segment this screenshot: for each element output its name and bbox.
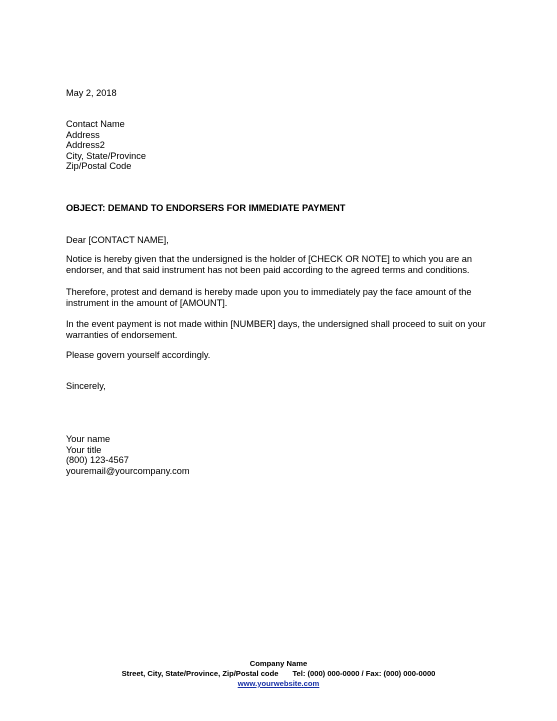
- date-text: May 2, 2018: [66, 88, 117, 98]
- signer-email: youremail@yourcompany.com: [66, 465, 190, 476]
- signer-phone: (800) 123-4567: [66, 455, 129, 466]
- subject-line: [66, 203, 506, 214]
- subject-text: OBJECT: DEMAND TO ENDORSERS FOR IMMEDIATE PAYMENT: [66, 203, 346, 213]
- closing-text: Sincerely,: [66, 381, 106, 391]
- footer-address: Street, City, State/Province, Zip/Postal code: [121, 669, 279, 678]
- footer-website-link[interactable]: www.yourwebsite.com: [237, 679, 320, 688]
- salutation-text: Dear [CONTACT NAME],: [66, 235, 169, 245]
- footer-contact: Tel: (000) 000-0000 / Fax: (000) 000-0000: [292, 669, 436, 678]
- salutation: [66, 235, 506, 246]
- footer-website-row: [0, 679, 557, 689]
- recipient-address: Address: [66, 129, 100, 140]
- recipient-zip: Zip/Postal Code: [66, 161, 132, 172]
- signature-block: [66, 434, 506, 476]
- body-paragraph: [66, 287, 506, 308]
- body-paragraph: [66, 319, 506, 340]
- paragraph-text: Please govern yourself accordingly.: [66, 350, 211, 360]
- letter-date: [66, 88, 506, 99]
- recipient-city: City, State/Province: [66, 150, 146, 161]
- signer-name: Your name: [66, 434, 111, 444]
- body-paragraph: [66, 254, 506, 275]
- body-paragraph: [66, 350, 506, 361]
- footer-address-line: [0, 669, 557, 679]
- paragraph-text: Notice is hereby given that the undersigned is the holder of [CHECK OR NOTE] to which you are an endorser, and that said instrument has not been paid according to the agreed terms and conditions.: [66, 254, 472, 275]
- recipient-address-block: [66, 119, 506, 172]
- page-footer: [0, 659, 557, 689]
- footer-company-name: Company Name: [249, 659, 308, 668]
- closing: [66, 381, 506, 392]
- paragraph-text: Therefore, protest and demand is hereby made upon you to immediately pay the face amount of the instrument in the amount of [AMOUNT].: [66, 287, 472, 308]
- recipient-name: Contact Name: [66, 119, 125, 129]
- signer-title: Your title: [66, 444, 102, 455]
- paragraph-text: In the event payment is not made within [NUMBER] days, the undersigned shall proceed to suit on your warranties of endorsement.: [66, 319, 486, 340]
- recipient-address2: Address2: [66, 140, 105, 151]
